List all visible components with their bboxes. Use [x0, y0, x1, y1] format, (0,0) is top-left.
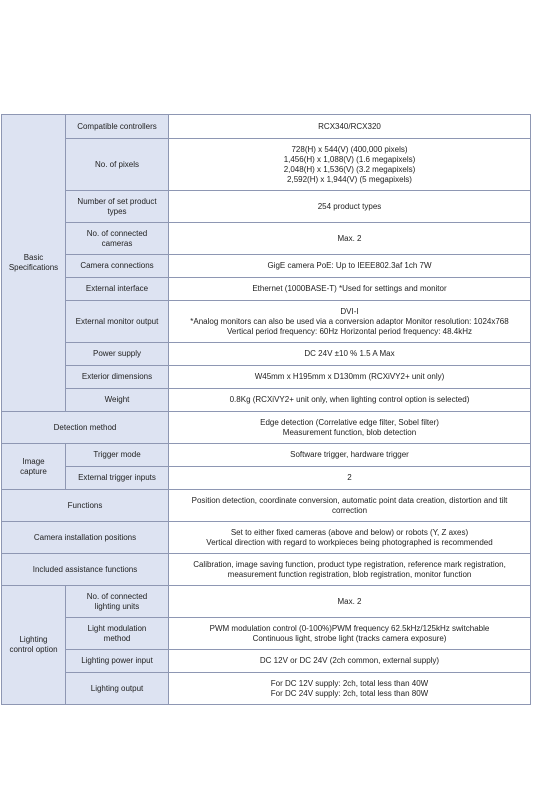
table-row	[2, 139, 531, 191]
row-label-connected-lighting-units: No. of connected lighting units	[66, 586, 169, 618]
table-row	[2, 554, 531, 586]
row-label-functions: Functions	[2, 490, 169, 522]
row-label-lighting-output: Lighting output	[66, 673, 169, 705]
row-value-connected-cameras: Max. 2	[169, 223, 531, 255]
row-value-external-trigger-inputs: 2	[169, 467, 531, 490]
row-value-lighting-output: For DC 12V supply: 2ch, total less than 40W For DC 24V supply: 2ch, total less than 80W	[169, 673, 531, 705]
row-value-weight: 0.8Kg (RCXiVY2+ unit only, when lighting control option is selected)	[169, 389, 531, 412]
row-value-compatible-controllers: RCX340/RCX320	[169, 115, 531, 139]
table-row	[2, 278, 531, 301]
row-label-detection-method: Detection method	[2, 412, 169, 444]
row-label-external-monitor-output: External monitor output	[66, 301, 169, 343]
table-row	[2, 650, 531, 673]
row-value-lighting-power-input: DC 12V or DC 24V (2ch common, external supply)	[169, 650, 531, 673]
row-label-external-interface: External interface	[66, 278, 169, 301]
table-row	[2, 389, 531, 412]
row-value-trigger-mode: Software trigger, hardware trigger	[169, 444, 531, 467]
row-label-camera-connections: Camera connections	[66, 255, 169, 278]
row-label-lighting-power-input: Lighting power input	[66, 650, 169, 673]
row-label-compatible-controllers: Compatible controllers	[66, 115, 169, 139]
row-label-light-modulation-method: Light modulation method	[66, 618, 169, 650]
row-value-exterior-dimensions: W45mm x H195mm x D130mm (RCXiVY2+ unit only)	[169, 366, 531, 389]
row-label-no-of-pixels: No. of pixels	[66, 139, 169, 191]
row-label-exterior-dimensions: Exterior dimensions	[66, 366, 169, 389]
specifications-table	[1, 114, 531, 705]
table-row	[2, 490, 531, 522]
table-row	[2, 255, 531, 278]
table-row	[2, 618, 531, 650]
row-label-trigger-mode: Trigger mode	[66, 444, 169, 467]
row-label-included-assistance-functions: Included assistance functions	[2, 554, 169, 586]
group-lighting-control-option: Lighting control option	[2, 586, 66, 705]
row-label-weight: Weight	[66, 389, 169, 412]
table-row	[2, 191, 531, 223]
table-row	[2, 301, 531, 343]
table-row	[2, 673, 531, 705]
table-row	[2, 467, 531, 490]
table-row	[2, 586, 531, 618]
table-row	[2, 412, 531, 444]
table-row	[2, 366, 531, 389]
row-value-external-monitor-output: DVI-I *Analog monitors can also be used via a conversion adaptor Monitor resolution: 1024x768 Vertical period frequency: 60Hz Horizontal period frequency: 48.4kHz	[169, 301, 531, 343]
row-value-included-assistance-functions: Calibration, image saving function, product type registration, reference mark registration, measurement function registration, blob registration, monitor function	[169, 554, 531, 586]
table-row	[2, 522, 531, 554]
row-value-detection-method: Edge detection (Correlative edge filter, Sobel filter) Measurement function, blob detection	[169, 412, 531, 444]
row-label-external-trigger-inputs: External trigger inputs	[66, 467, 169, 490]
row-value-connected-lighting-units: Max. 2	[169, 586, 531, 618]
row-value-product-types: 254 product types	[169, 191, 531, 223]
table-row	[2, 223, 531, 255]
group-basic-specifications: Basic Specifications	[2, 115, 66, 412]
row-value-functions: Position detection, coordinate conversion, automatic point data creation, distortion and tilt correction	[169, 490, 531, 522]
table-row	[2, 115, 531, 139]
table-row	[2, 343, 531, 366]
row-label-power-supply: Power supply	[66, 343, 169, 366]
row-value-camera-installation-positions: Set to either fixed cameras (above and below) or robots (Y, Z axes) Vertical direction with regard to workpieces being photographed is recommended	[169, 522, 531, 554]
group-image-capture: Image capture	[2, 444, 66, 490]
row-value-power-supply: DC 24V ±10 % 1.5 A Max	[169, 343, 531, 366]
row-value-light-modulation-method: PWM modulation control (0-100%)PWM frequency 62.5kHz/125kHz switchable Continuous light, strobe light (tracks camera exposure)	[169, 618, 531, 650]
row-label-camera-installation-positions: Camera installation positions	[2, 522, 169, 554]
row-value-external-interface: Ethernet (1000BASE-T) *Used for settings and monitor	[169, 278, 531, 301]
row-value-camera-connections: GigE camera PoE: Up to IEEE802.3af 1ch 7W	[169, 255, 531, 278]
row-value-no-of-pixels: 728(H) x 544(V) (400,000 pixels) 1,456(H) x 1,088(V) (1.6 megapixels) 2,048(H) x 1,536(V) (3.2 megapixels) 2,592(H) x 1,944(V) (5 megapixels)	[169, 139, 531, 191]
row-label-connected-cameras: No. of connected cameras	[66, 223, 169, 255]
row-label-product-types: Number of set product types	[66, 191, 169, 223]
table-row	[2, 444, 531, 467]
